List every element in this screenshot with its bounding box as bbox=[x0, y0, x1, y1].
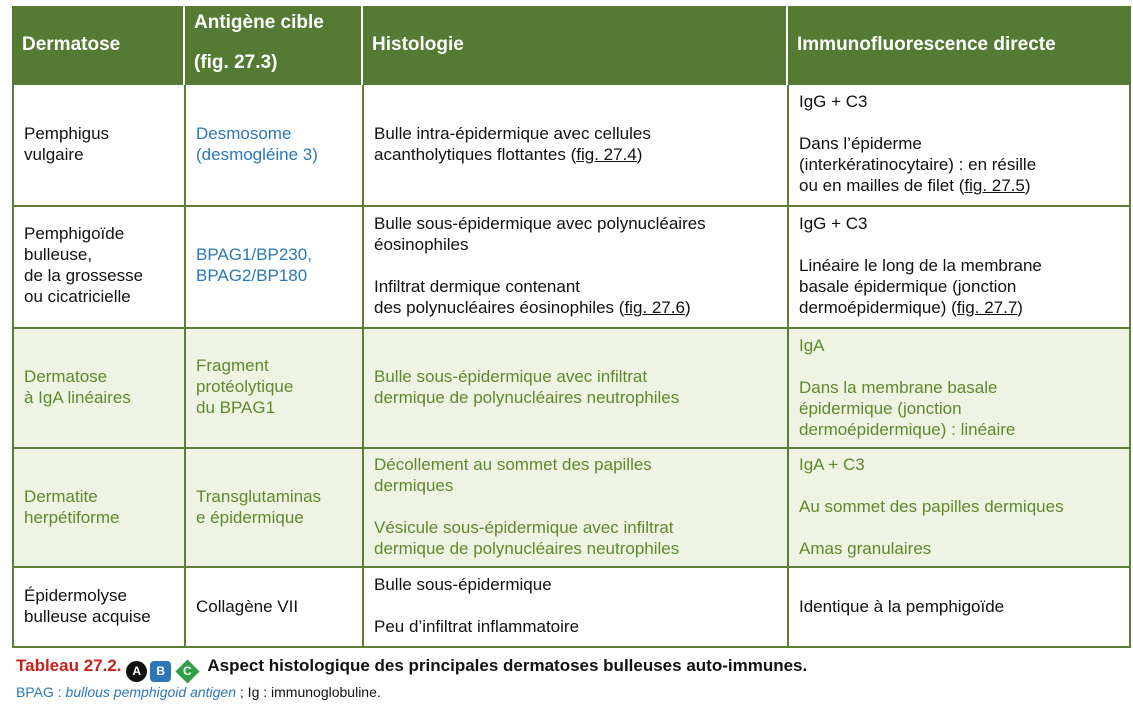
figure-link[interactable]: fig. 27.5 bbox=[964, 176, 1025, 195]
ifd-marker: IgG + C3 bbox=[799, 92, 868, 111]
cell-ifd bbox=[789, 449, 1133, 566]
cell-ifd bbox=[789, 568, 1133, 646]
cell-antigene bbox=[186, 207, 364, 327]
table-row bbox=[12, 568, 1131, 648]
level-a-badge-icon: A bbox=[126, 661, 147, 682]
level-c-badge-letter: C bbox=[183, 663, 193, 678]
cell-ifd bbox=[789, 85, 1133, 206]
ifd-text-part: Linéaire le long de la membrane basale épidermique (jonction dermoépidermique) ( bbox=[799, 256, 1042, 317]
cell-ifd bbox=[789, 329, 1133, 447]
dermatose-name: Épidermolyse bulleuse acquise bbox=[24, 586, 151, 626]
antigene-value: Desmosome (desmogléine 3) bbox=[196, 124, 318, 164]
ifd-marker: IgA + C3 bbox=[799, 455, 865, 474]
ifd-description: Au sommet des papilles dermiques bbox=[799, 497, 1064, 516]
table-footnote bbox=[16, 684, 381, 700]
table-caption bbox=[16, 656, 807, 682]
dermatose-name: Dermatose à IgA linéaires bbox=[24, 367, 131, 407]
histologie-text-part: ) bbox=[684, 298, 691, 317]
cell-histologie bbox=[364, 449, 789, 566]
header-cell-ifd bbox=[787, 6, 1131, 85]
histologie-text: Bulle sous-épidermique avec infiltrat dermique de polynucléaires neutrophiles bbox=[374, 367, 680, 407]
antigene-value: Fragment protéolytique du BPAG1 bbox=[196, 356, 294, 417]
footnote-expansion: bullous pemphigoid antigen bbox=[65, 684, 237, 700]
cell-dermatose bbox=[14, 207, 186, 327]
ifd-text-part: ) bbox=[1017, 298, 1023, 317]
table-header-row bbox=[12, 6, 1131, 85]
table-row bbox=[12, 449, 1131, 566]
dermatose-name: Pemphigus vulgaire bbox=[24, 124, 110, 164]
header-cell-dermatose bbox=[12, 6, 184, 85]
ifd-description: Dans la membrane basale épidermique (jonction dermoépidermique) : linéaire bbox=[799, 378, 1016, 439]
header-cell-antigene bbox=[184, 6, 362, 85]
footnote-abbreviation: BPAG : bbox=[16, 684, 62, 700]
header-antigene-ref: (fig. 27.3) bbox=[194, 52, 278, 73]
ifd-marker: IgG + C3 bbox=[799, 214, 868, 233]
header-dermatose-label: Dermatose bbox=[22, 34, 121, 55]
cell-antigene bbox=[186, 329, 364, 447]
dermatose-name: Dermatite herpétiforme bbox=[24, 487, 120, 527]
ifd-description bbox=[799, 255, 1127, 318]
header-separator bbox=[183, 6, 185, 85]
histologie-text: Décollement au sommet des papilles dermiques bbox=[374, 455, 652, 495]
histologie-text-part: Bulle intra-épidermique avec cellules acantholytiques flottantes ( bbox=[374, 124, 651, 164]
ifd-description: Identique à la pemphigoïde bbox=[799, 597, 1005, 616]
cell-histologie bbox=[364, 568, 789, 646]
caption-text: Aspect histologique des principales dermatoses bulleuses auto-immunes. bbox=[207, 656, 808, 675]
histologie-text: Peu d’infiltrat inflammatoire bbox=[374, 617, 580, 636]
cell-histologie bbox=[364, 85, 789, 206]
histologie-text bbox=[374, 123, 781, 165]
level-b-badge-icon: B bbox=[150, 661, 171, 682]
antigene-value: Collagène VII bbox=[196, 597, 299, 616]
dermatoses-table bbox=[12, 6, 1131, 648]
cell-histologie bbox=[364, 329, 789, 447]
cell-dermatose bbox=[14, 568, 186, 646]
figure-link[interactable]: fig. 27.4 bbox=[576, 145, 637, 164]
ifd-description bbox=[799, 133, 1127, 196]
level-c-badge-icon bbox=[176, 659, 200, 683]
table-row bbox=[12, 329, 1131, 447]
histologie-text: Bulle sous-épidermique bbox=[374, 575, 552, 594]
header-antigene-label: Antigène cible bbox=[194, 12, 324, 33]
header-cell-histologie bbox=[362, 6, 787, 85]
table-row bbox=[12, 85, 1131, 206]
footnote-rest: ; Ig : immunoglobuline. bbox=[239, 684, 381, 700]
antigene-value: BPAG1/BP230, BPAG2/BP180 bbox=[196, 245, 312, 285]
cell-antigene bbox=[186, 85, 364, 206]
cell-ifd bbox=[789, 207, 1133, 327]
ifd-text-part: ) bbox=[1024, 176, 1031, 195]
histologie-text: Vésicule sous-épidermique avec infiltrat dermique de polynucléaires neutrophiles bbox=[374, 518, 680, 558]
cell-antigene bbox=[186, 568, 364, 646]
figure-link[interactable]: fig. 27.7 bbox=[956, 298, 1018, 317]
histologie-text-part: ) bbox=[636, 145, 643, 164]
figure-link[interactable]: fig. 27.6 bbox=[624, 298, 685, 317]
header-separator bbox=[786, 6, 788, 85]
cell-antigene bbox=[186, 449, 364, 566]
table-row bbox=[12, 207, 1131, 327]
cell-dermatose bbox=[14, 85, 186, 206]
cell-histologie bbox=[364, 207, 789, 327]
header-ifd-label: Immunofluorescence directe bbox=[797, 34, 1056, 55]
cell-dermatose bbox=[14, 449, 186, 566]
ifd-text-part: Dans l’épiderme (interkératinocytaire) : en résille ou en mailles de filet ( bbox=[799, 134, 1037, 195]
header-separator bbox=[361, 6, 363, 85]
header-histologie-label: Histologie bbox=[372, 34, 464, 55]
antigene-value: Transglutaminas e épidermique bbox=[196, 487, 322, 527]
caption-number: Tableau 27.2. bbox=[16, 656, 122, 675]
ifd-marker: IgA bbox=[799, 336, 825, 355]
histologie-text bbox=[374, 276, 781, 318]
dermatose-name: Pemphigoïde bulleuse, de la grossesse ou cicatricielle bbox=[24, 224, 144, 306]
histologie-text: Bulle sous-épidermique avec polynucléaires éosinophiles bbox=[374, 214, 706, 254]
ifd-description: Amas granulaires bbox=[799, 539, 932, 558]
histologie-text-part: Infiltrat dermique contenant des polynucléaires éosinophiles ( bbox=[374, 277, 625, 317]
cell-dermatose bbox=[14, 329, 186, 447]
